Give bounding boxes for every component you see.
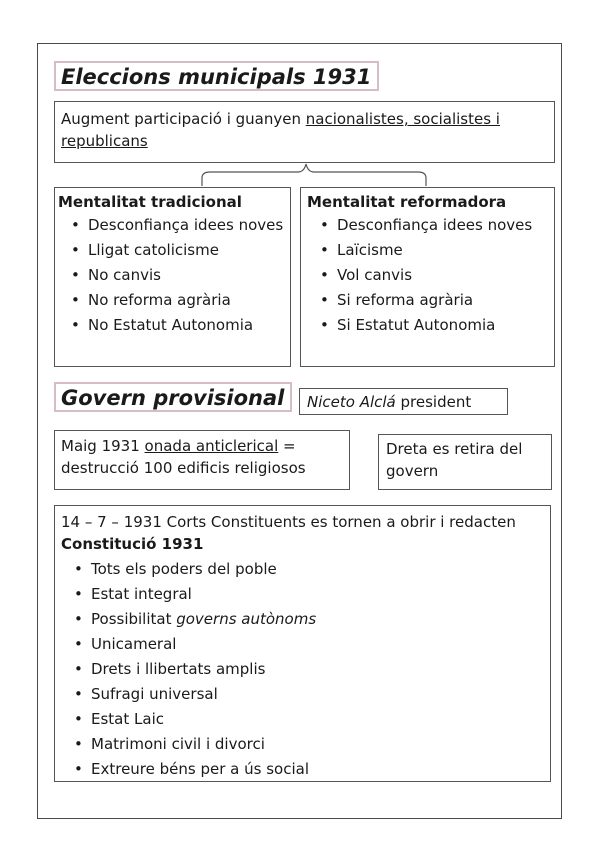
anticlerical-suffix: = destrucció 100 edificis religiosos [61,437,306,477]
summary-prefix: Augment participació i guanyen [61,110,306,128]
president-name: Niceto Alclá [307,393,396,411]
section-title-provisional-government: Govern provisional [54,382,292,412]
list-item: • Desconfiança idees noves [58,213,286,238]
list-item: • Unicameral [61,632,546,657]
list-item: • Si Estatut Autonomia [307,313,550,338]
list-item: • Lligat catolicisme [58,238,286,263]
constitution-intro-text: 14 – 7 – 1931 Corts Constituents es tornen a obrir i redacten [61,513,516,531]
constitution-intro [61,511,546,555]
president-box [299,388,508,415]
anticlerical-box [54,430,350,490]
constitution-box [54,505,551,782]
elections-summary [54,101,555,163]
list-item: • Estat Laic [61,707,546,732]
list-item: • Tots els poders del poble [61,557,546,582]
list-item: • Si reforma agrària [307,288,550,313]
list-item: • Possibilitat governs autònoms [61,607,546,632]
anticlerical-wave: onada anticlerical [144,437,279,455]
summary-winners: nacionalistes, socialistes i republicans [61,110,500,150]
president-suffix: president [395,393,472,411]
reformist-list [307,213,550,338]
list-item: • Sufragi universal [61,682,546,707]
list-item: • Vol canvis [307,263,550,288]
constitution-list [61,557,546,782]
traditional-list [58,213,286,338]
list-item: • Estat integral [61,582,546,607]
traditional-mentality-box [54,187,291,367]
list-item: • No reforma agrària [58,288,286,313]
list-item: • No canvis [58,263,286,288]
right-withdraw-box: Dreta es retira del govern [378,434,552,490]
list-item: • Desconfiança idees noves [307,213,550,238]
list-item: • Matrimoni civil i divorci [61,732,546,757]
reformist-heading: Mentalitat reformadora [307,193,507,211]
section-title-elections: Eleccions municipals 1931 [54,61,379,91]
list-item: • Drets i llibertats amplis [61,657,546,682]
anticlerical-prefix: Maig 1931 [61,437,145,455]
list-item: • No Estatut Autonomia [58,313,286,338]
brace-connector [190,162,440,188]
constitution-title: Constitució 1931 [61,535,204,553]
list-item: • Laïcisme [307,238,550,263]
traditional-heading: Mentalitat tradicional [58,193,242,211]
list-item: • Extreure béns per a ús social [61,757,546,782]
reformist-mentality-box [300,187,555,367]
